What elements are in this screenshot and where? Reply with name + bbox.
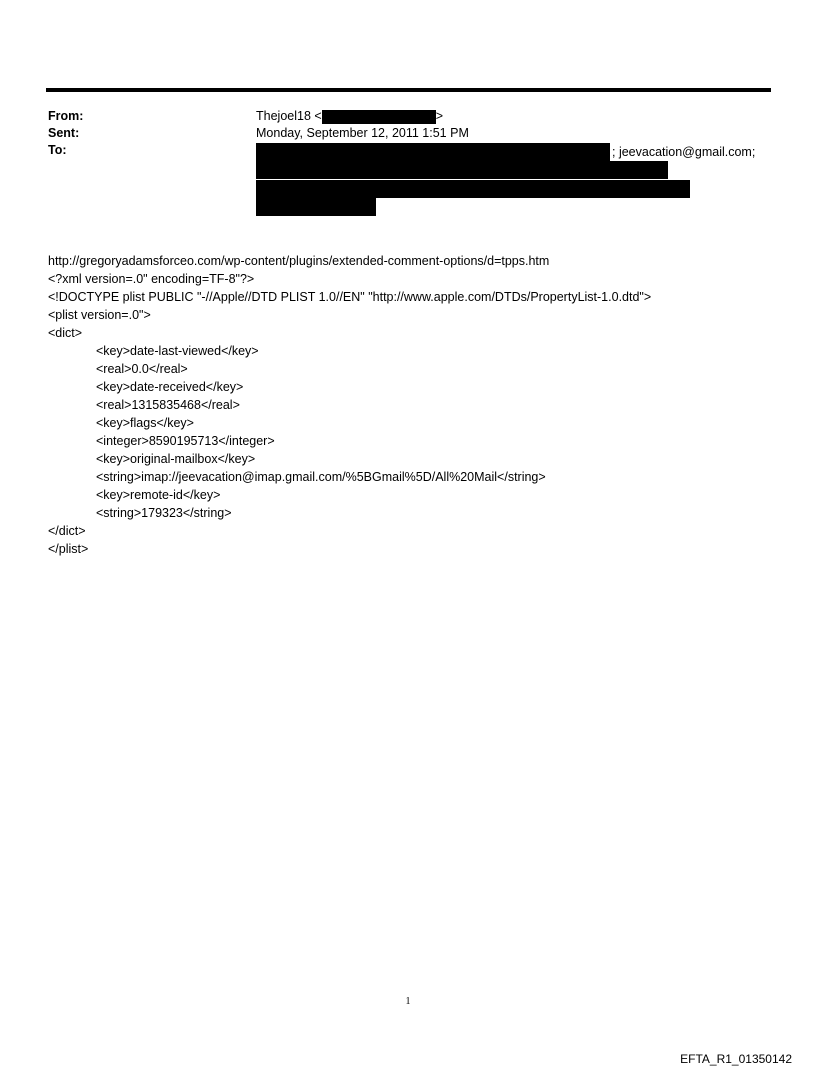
body-line: <real>1315835468</real> bbox=[96, 398, 240, 412]
body-line: <real>0.0</real> bbox=[96, 362, 188, 376]
redaction-box bbox=[322, 110, 436, 124]
body-line: <plist version=.0"> bbox=[48, 308, 151, 322]
body-line: </dict> bbox=[48, 524, 86, 538]
body-line: <key>flags</key> bbox=[96, 416, 194, 430]
body-line: <string>179323</string> bbox=[96, 506, 232, 520]
from-label: From: bbox=[48, 109, 84, 123]
body-line: <integer>8590195713</integer> bbox=[96, 434, 275, 448]
body-line: <string>imap://jeevacation@imap.gmail.com/%5BGmail%5D/All%20Mail</string> bbox=[96, 470, 546, 484]
body-line: <!DOCTYPE plist PUBLIC "-//Apple//DTD PLIST 1.0//EN" "http://www.apple.com/DTDs/PropertyList-1.0.dtd"> bbox=[48, 290, 652, 304]
body-line: <?xml version=.0" encoding=TF-8"?> bbox=[48, 272, 255, 286]
from-close: > bbox=[435, 109, 443, 123]
to-label: To: bbox=[48, 143, 67, 157]
document-id: EFTA_R1_01350142 bbox=[680, 1052, 792, 1066]
from-name: Thejoel18 < bbox=[256, 109, 322, 123]
body-line: <key>original-mailbox</key> bbox=[96, 452, 256, 466]
body-line: <dict> bbox=[48, 326, 83, 340]
body-line: <key>date-received</key> bbox=[96, 380, 244, 394]
redaction-box bbox=[256, 180, 690, 198]
page-number: 1 bbox=[405, 996, 411, 1007]
body-line-url: http://gregoryadamsforceo.com/wp-content/plugins/extended-comment-options/d=tpps.htm bbox=[48, 254, 550, 268]
redaction-box bbox=[256, 198, 376, 216]
redaction-box bbox=[256, 143, 610, 161]
body-line: <key>remote-id</key> bbox=[96, 488, 221, 502]
sent-label: Sent: bbox=[48, 126, 80, 140]
header-divider bbox=[46, 88, 771, 92]
to-visible-address: ; jeevacation@gmail.com; bbox=[612, 145, 756, 159]
from-value bbox=[256, 108, 443, 124]
sent-value: Monday, September 12, 2011 1:51 PM bbox=[256, 126, 469, 140]
redaction-box bbox=[256, 161, 668, 179]
body-line: <key>date-last-viewed</key> bbox=[96, 344, 259, 358]
body-line: </plist> bbox=[48, 542, 89, 556]
